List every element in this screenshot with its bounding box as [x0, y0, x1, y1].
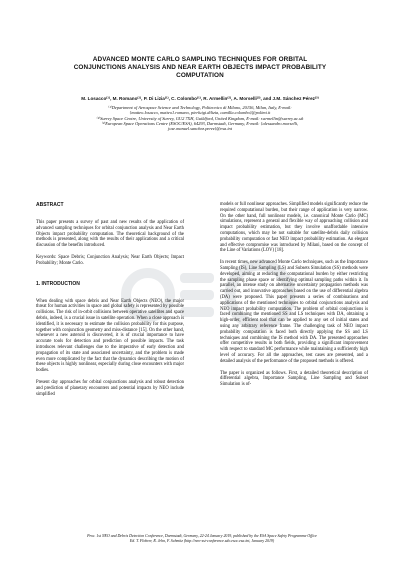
- left-column: [36, 202, 184, 403]
- author-list: M. Losacco⁽¹⁾, M. Romano⁽¹⁾, P. Di Lizia⁽¹⁾, C. Colombo⁽¹⁾, R. Armellin⁽²⁾, A. Morselli⁽³⁾, and J.M. Sánchez Pérez⁽³⁾: [81, 96, 319, 101]
- introduction-heading: 1. INTRODUCTION: [36, 280, 80, 287]
- right-column: [220, 202, 368, 394]
- right-paragraph-2: In recent times, new advanced Monte Carlo techniques, such as the Importance Sampling (IS), Line Sampling (LS) and Subsets Simulation (SS) methods were developed, aiming at reducing the computational burden by either restricting the sampling phase space or identifying optimal sampling paths within it. In parallel, an intense study on alternative uncertainty propagation methods was carried out, and innovative approaches based on the use of differential algebra (DA) were proposed. This paper presents a series of combinations and applications of the mentioned techniques to orbital conjunctions analysis and NEO impact probability computation. The problem of orbital conjunctions is faced combining the mentioned SS and LS techniques with DA, obtaining a high-order, efficient tool that can be applied to any set of initial states and using any arbitrary reference frame. The challenging task of NEO impact probability computation is faced both directly applying the SS and LS techniques and combining the IS method with DA. The presented approaches offer competitive results in both fields, providing a significant improvement with respect to standard MC performance while maintaining a sufficiently high level of accuracy. For all the approaches, test cases are presented, and a detailed analysis of the performance of the proposed methods is offered.: [220, 260, 368, 364]
- title-line: ADVANCED MONTE CARLO SAMPLING TECHNIQUES FOR ORBITAL: [92, 56, 308, 63]
- affiliation-line: jose.manuel.sanchez.perez}@esa.int: [168, 126, 232, 132]
- right-paragraph-1: models or full nonlinear approaches. Simplified models significantly reduce the required computational burden, but their range of application is very narrow. On the other hand, full nonlinear models, i.e. canonical Monte Carlo (MC) simulations, represent a general and flexible way of approaching collision and impact probability estimation, but they involve unaffordable intensive computations, which may be not suitable for satellite-debris daily collision probability computation or fast NEO impact probability estimation. An elegant and effective compromise was introduced by Milani, based on the concept of the Line of Variations (LOV) [18].: [220, 202, 368, 254]
- affiliation-line: ⁽³⁾European Space Operations Centre (ESOC/ESA), 64293, Darmstadt, Germany, E-mail: {alessandro.morselli,: [101, 120, 299, 126]
- paper-title: [40, 56, 360, 80]
- affiliation-line: ⁽¹⁾Department of Aerospace Science and Technology, Politecnico di Milano, 20156, Milan, Italy, E-mail:: [108, 105, 292, 110]
- footer-line: Ed. T. Flohrer, R. Jehn, F. Schmitz (http://neo-sst-conference.sdo.esoc.esa.int, January 2019): [129, 538, 275, 543]
- intro-paragraph-1: When dealing with space debris and Near Earth Objects (NEO), the major threat for human activities in space and global safety is represented by possible collisions. The risk of in-orbit collisions between operative satellites and space debris, indeed, is a crucial issue in satellite operation. When a close approach is identified, it is necessary to estimate the collision probability for this purpose, together with conjunction geometry and miss-distance [15]. On the other hand, whenever a new asteroid is discovered, it is of crucial importance to have accurate tools for detection and prediction of possible impacts. The task introduces relevant challenges due to the imperative of early detection and propagation of its state and associated uncertainty, and the problem is made even more complicated by the fact that the dynamics describing the motion of these objects is highly nonlinear, especially during close encounters with major bodies.: [36, 298, 184, 374]
- right-paragraph-3: The paper is organized as follows. First, a detailed theoretical description of differential algebra, Importance Sampling, Line Sampling and Subset Simulation is of-: [220, 370, 368, 388]
- affiliation-line: ⁽²⁾Surrey Space Centre, University of Surrey, GU2 7XH, Guildford, United Kingdom, E-mail: r.armellin@surrey.ac.uk: [96, 115, 304, 121]
- proceedings-footer: [36, 534, 368, 544]
- footer-line: Proc. 1st NEO and Debris Detection Conference, Darmstadt, Germany, 22-24 January 2019, published by the ESA Space Safety Programme Office: [87, 534, 317, 538]
- title-line: CONJUNCTIONS ANALYSIS AND NEAR EARTH OBJECTS IMPACT PROBABILITY: [73, 64, 327, 71]
- affiliations: [30, 105, 370, 131]
- affiliation-line: {matteo.losacco, matteo1.romano, pierluigi.dilizia, camilla.colombo}@polimi.it: [129, 110, 271, 116]
- abstract-text: This paper presents a survey of past and new results of the application of advanced sampling techniques for orbital conjunction analysis and Near Earth Objects impact probability computation. The theoretical background of the methods is presented, along with the results of their applications and a critical discussion of the benefits introduced.: [36, 220, 184, 249]
- abstract-heading: ABSTRACT: [36, 202, 64, 208]
- intro-paragraph-2: Present day approaches for orbital conjunctions analysis and robust detection and prediction of planetary encounters and potential impacts by NEO include simplified: [36, 379, 184, 397]
- title-line: COMPUTATION: [176, 72, 224, 79]
- keywords: Keywords: Space Debris; Conjunction Analysis; Near Earth Objects; Impact Probability; Monte Carlo.: [36, 254, 184, 266]
